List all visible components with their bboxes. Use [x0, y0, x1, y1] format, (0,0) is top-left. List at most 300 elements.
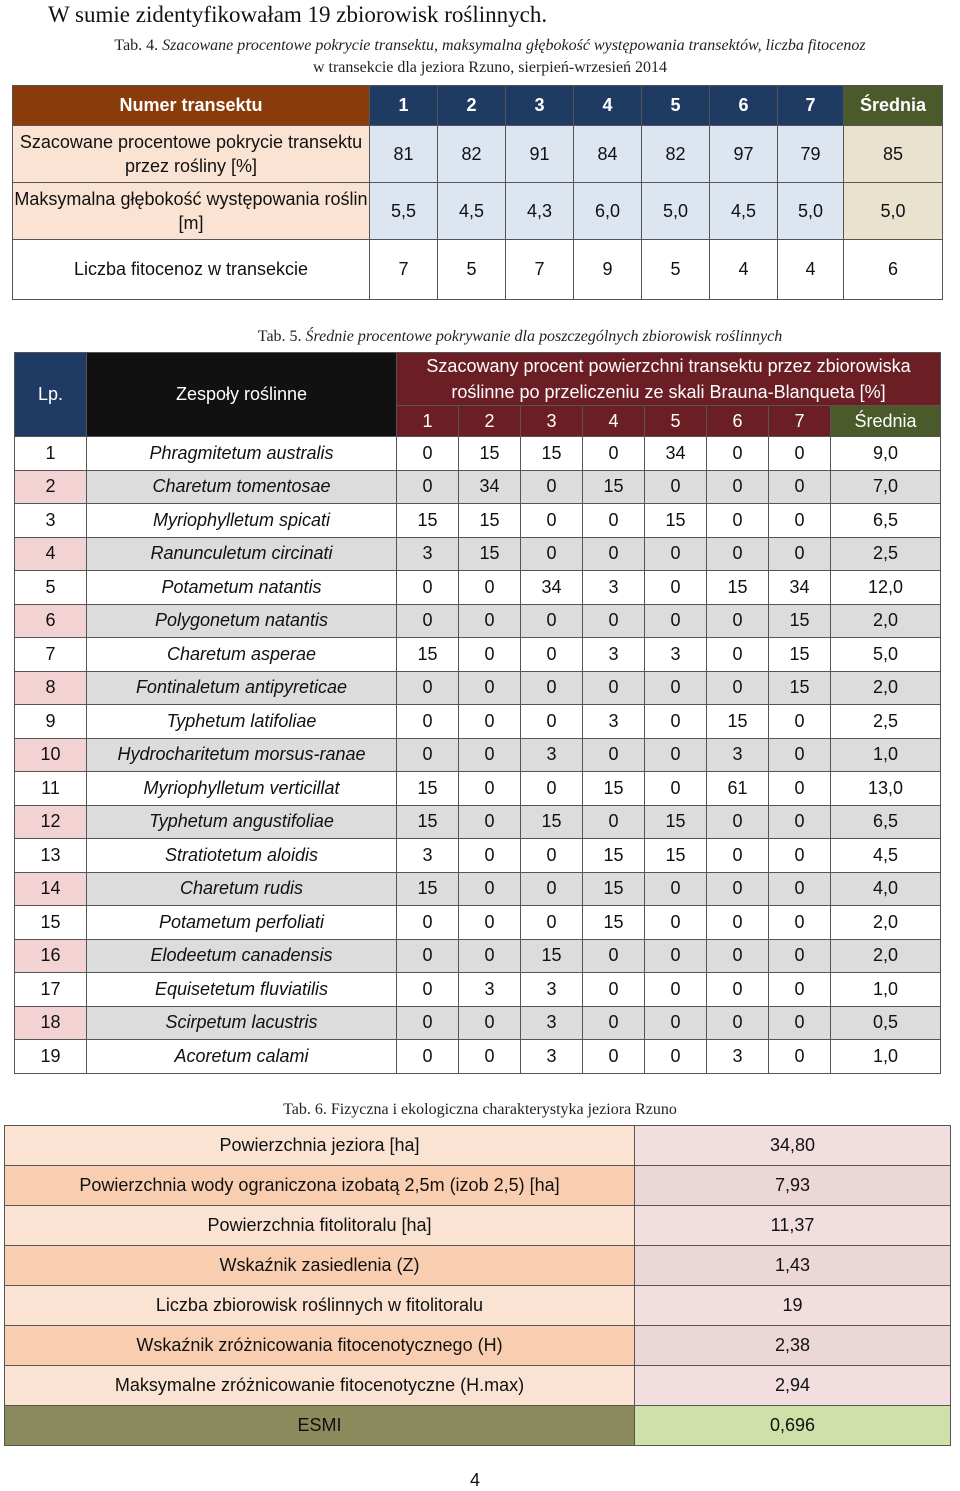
table-row: [5, 1366, 951, 1406]
table-cell: 15: [397, 805, 459, 839]
table-cell: 3: [583, 638, 645, 672]
table-cell: 0: [397, 939, 459, 973]
table-cell: 15: [521, 939, 583, 973]
table-row: [5, 1206, 951, 1246]
table-cell: 0: [769, 939, 831, 973]
community-name: Elodeetum canadensis: [87, 939, 397, 973]
table-cell: 4,5: [438, 183, 506, 240]
tab4-header-num: 1: [370, 86, 438, 126]
lake-characteristics-table: [4, 1125, 951, 1446]
characteristic-label: ESMI: [5, 1406, 635, 1446]
avg-cell: 4,0: [831, 872, 941, 906]
table-cell: 0: [707, 638, 769, 672]
tab5-header-row: [15, 353, 941, 406]
characteristic-label: Powierzchnia wody ograniczona izobatą 2,5m (izob 2,5) [ha]: [5, 1166, 635, 1206]
table-cell: 0: [645, 906, 707, 940]
table-cell: 3: [397, 839, 459, 873]
table-cell: 0: [645, 705, 707, 739]
table-cell: 0: [521, 872, 583, 906]
table-cell: 0: [397, 437, 459, 471]
tab4-header-avg: Średnia: [844, 86, 943, 126]
table-cell: 15: [707, 571, 769, 605]
intro-text: W sumie zidentyfikowałam 19 zbiorowisk roślinnych.: [48, 2, 548, 27]
tab4-row-label: Liczba fitocenoz w transekcie: [13, 240, 370, 300]
table-cell: 0: [521, 671, 583, 705]
table-cell: 0: [645, 973, 707, 1007]
table-cell: 0: [521, 537, 583, 571]
table-cell: 3: [707, 1040, 769, 1074]
table-cell: 3: [521, 1040, 583, 1074]
table-cell: 0: [583, 939, 645, 973]
table-cell: 15: [769, 604, 831, 638]
tab6-body: [5, 1126, 951, 1446]
community-name: Scirpetum lacustris: [87, 1006, 397, 1040]
table-cell: 0: [459, 839, 521, 873]
table-cell: 0: [583, 1040, 645, 1074]
table-cell: 0: [769, 738, 831, 772]
characteristic-value: 2,94: [635, 1366, 951, 1406]
table-cell: 15: [583, 772, 645, 806]
tab4-row-depth: [13, 183, 943, 240]
row-number: 9: [15, 705, 87, 739]
tab4-row-coverage: [13, 126, 943, 183]
avg-cell: 2,0: [831, 906, 941, 940]
table-row: [15, 638, 941, 672]
table-cell: 0: [459, 638, 521, 672]
row-number: 15: [15, 906, 87, 940]
table-cell: 15: [459, 504, 521, 538]
table-cell: 7: [506, 240, 574, 300]
table-cell: 0: [583, 537, 645, 571]
table-row: [15, 738, 941, 772]
table-cell: 0: [707, 504, 769, 538]
row-number: 12: [15, 805, 87, 839]
community-name: Hydrocharitetum morsus-ranae: [87, 738, 397, 772]
row-number: 18: [15, 1006, 87, 1040]
row-number: 4: [15, 537, 87, 571]
tab5-header-num: 5: [645, 406, 707, 437]
transect-table: [12, 85, 943, 300]
characteristic-value: 7,93: [635, 1166, 951, 1206]
table-row: [5, 1326, 951, 1366]
table-cell: 0: [707, 839, 769, 873]
community-name: Acoretum calami: [87, 1040, 397, 1074]
characteristic-label: Powierzchnia jeziora [ha]: [5, 1126, 635, 1166]
table-cell: 3: [583, 571, 645, 605]
table-cell: 15: [583, 470, 645, 504]
tab4-caption-prefix: Tab. 4.: [114, 37, 159, 54]
table-cell: 0: [707, 604, 769, 638]
community-name: Polygonetum natantis: [87, 604, 397, 638]
tab4-header-label: Numer transektu: [13, 86, 370, 126]
table-cell: 0: [397, 738, 459, 772]
avg-cell: 13,0: [831, 772, 941, 806]
avg-cell: 5,0: [831, 638, 941, 672]
community-name: Charetum rudis: [87, 872, 397, 906]
table-row: [15, 470, 941, 504]
tab5-header-num: 4: [583, 406, 645, 437]
table-cell: 0: [707, 872, 769, 906]
table-cell: 0: [769, 973, 831, 1007]
tab5-header-super: Szacowany procent powierzchni transektu przez zbiorowiska roślinne po przeliczeniu ze skali Brauna-Blanqueta [%]: [397, 353, 941, 406]
row-number: 19: [15, 1040, 87, 1074]
row-number: 10: [15, 738, 87, 772]
table-row: [15, 872, 941, 906]
community-name: Ranunculetum circinati: [87, 537, 397, 571]
table-cell: 0: [707, 437, 769, 471]
table-cell: 15: [583, 839, 645, 873]
table-cell: 5: [438, 240, 506, 300]
table-cell: 3: [397, 537, 459, 571]
tab4-avg-cell: 85: [844, 126, 943, 183]
table-cell: 15: [397, 772, 459, 806]
table-cell: 0: [521, 470, 583, 504]
table-row: [5, 1166, 951, 1206]
table-cell: 3: [645, 638, 707, 672]
characteristic-value: 34,80: [635, 1126, 951, 1166]
tab5-header-num: 7: [769, 406, 831, 437]
characteristic-value: 0,696: [635, 1406, 951, 1446]
characteristic-label: Maksymalne zróżnicowanie fitocenotyczne (H.max): [5, 1366, 635, 1406]
table-cell: 3: [583, 705, 645, 739]
table-cell: 0: [459, 805, 521, 839]
avg-cell: 6,5: [831, 805, 941, 839]
table-cell: 34: [459, 470, 521, 504]
characteristic-value: 19: [635, 1286, 951, 1326]
avg-cell: 9,0: [831, 437, 941, 471]
table-cell: 0: [645, 939, 707, 973]
tab5-caption: [160, 328, 880, 346]
avg-cell: 7,0: [831, 470, 941, 504]
row-number: 16: [15, 939, 87, 973]
table-cell: 0: [769, 470, 831, 504]
community-name: Myriophylletum verticillat: [87, 772, 397, 806]
table-cell: 0: [645, 1040, 707, 1074]
table-cell: 15: [459, 537, 521, 571]
table-cell: 81: [370, 126, 438, 183]
table-cell: 0: [707, 939, 769, 973]
row-number: 8: [15, 671, 87, 705]
table-row: [15, 839, 941, 873]
table-cell: 3: [521, 738, 583, 772]
table-cell: 84: [574, 126, 642, 183]
table-cell: 0: [521, 504, 583, 538]
table-row: [15, 772, 941, 806]
tab6-caption: Tab. 6. Fizyczna i ekologiczna charakterystyka jeziora Rzuno: [283, 1101, 677, 1118]
table-cell: 15: [583, 872, 645, 906]
row-number: 1: [15, 437, 87, 471]
table-cell: 0: [459, 671, 521, 705]
table-row: [15, 537, 941, 571]
table-row: [15, 1040, 941, 1074]
table-cell: 0: [583, 437, 645, 471]
characteristic-label: Wskaźnik zasiedlenia (Z): [5, 1246, 635, 1286]
community-name: Typhetum latifoliae: [87, 705, 397, 739]
table-row: [15, 604, 941, 638]
table-cell: 15: [521, 437, 583, 471]
table-row: [15, 571, 941, 605]
table-cell: 0: [707, 906, 769, 940]
table-cell: 34: [521, 571, 583, 605]
table-cell: 79: [778, 126, 844, 183]
community-name: Charetum asperae: [87, 638, 397, 672]
tab4-caption: [20, 35, 960, 79]
table-cell: 0: [769, 839, 831, 873]
characteristic-value: 2,38: [635, 1326, 951, 1366]
table-cell: 15: [521, 805, 583, 839]
table-cell: 3: [707, 738, 769, 772]
table-cell: 0: [397, 906, 459, 940]
table-cell: 6,0: [574, 183, 642, 240]
community-name: Charetum tomentosae: [87, 470, 397, 504]
avg-cell: 12,0: [831, 571, 941, 605]
table-cell: 15: [645, 504, 707, 538]
table-cell: 0: [645, 738, 707, 772]
table-cell: 0: [645, 772, 707, 806]
table-cell: 0: [769, 906, 831, 940]
tab5-header-avg: Średnia: [831, 406, 941, 437]
row-number: 6: [15, 604, 87, 638]
table-cell: 0: [769, 1040, 831, 1074]
row-number: 5: [15, 571, 87, 605]
avg-cell: 1,0: [831, 738, 941, 772]
table-cell: 0: [459, 738, 521, 772]
characteristic-value: 1,43: [635, 1246, 951, 1286]
plant-communities-table: [14, 352, 941, 1074]
table-cell: 5: [642, 240, 710, 300]
table-cell: 0: [769, 705, 831, 739]
table-cell: 0: [397, 1040, 459, 1074]
table-cell: 0: [397, 470, 459, 504]
tab4-caption-italic: Szacowane procentowe pokrycie transektu, maksymalna głębokość występowania transektów, liczba fitocenoz: [162, 37, 866, 54]
tab4-caption-line2: w transekcie dla jeziora Rzuno, sierpień-wrzesień 2014: [312, 59, 668, 76]
table-row: [15, 805, 941, 839]
avg-cell: 2,5: [831, 537, 941, 571]
table-cell: 0: [769, 537, 831, 571]
row-number: 17: [15, 973, 87, 1007]
table-cell: 61: [707, 772, 769, 806]
table-cell: 0: [645, 1006, 707, 1040]
table-cell: 0: [707, 1006, 769, 1040]
table-cell: 0: [583, 973, 645, 1007]
table-cell: 91: [506, 126, 574, 183]
tab5-body: [15, 437, 941, 1074]
table-cell: 5,0: [778, 183, 844, 240]
avg-cell: 2,0: [831, 604, 941, 638]
table-cell: 34: [645, 437, 707, 471]
table-row: [15, 504, 941, 538]
table-cell: 0: [707, 470, 769, 504]
table-cell: 9: [574, 240, 642, 300]
table-cell: 15: [397, 504, 459, 538]
table-row: [15, 1006, 941, 1040]
table-row: [15, 437, 941, 471]
table-cell: 0: [459, 604, 521, 638]
tab5-caption-italic: Średnie procentowe pokrywanie dla poszczególnych zbiorowisk roślinnych: [305, 328, 783, 345]
table-cell: 0: [769, 1006, 831, 1040]
table-cell: 0: [521, 906, 583, 940]
tab4-row-label: Szacowane procentowe pokrycie transektu przez rośliny [%]: [13, 126, 370, 183]
community-name: Potametum natantis: [87, 571, 397, 605]
tab4-avg-cell: 5,0: [844, 183, 943, 240]
table-cell: 4,3: [506, 183, 574, 240]
row-number: 2: [15, 470, 87, 504]
avg-cell: 1,0: [831, 973, 941, 1007]
table-cell: 15: [459, 437, 521, 471]
table-cell: 15: [583, 906, 645, 940]
community-name: Stratiotetum aloidis: [87, 839, 397, 873]
table-cell: 0: [397, 1006, 459, 1040]
table-cell: 15: [397, 872, 459, 906]
community-name: Potametum perfoliati: [87, 906, 397, 940]
table-cell: 0: [397, 973, 459, 1007]
row-number: 11: [15, 772, 87, 806]
table-cell: 0: [707, 805, 769, 839]
table-cell: 0: [521, 638, 583, 672]
tab4-header-num: 5: [642, 86, 710, 126]
table-cell: 0: [645, 671, 707, 705]
avg-cell: 2,0: [831, 939, 941, 973]
table-cell: 0: [769, 504, 831, 538]
table-cell: 0: [521, 705, 583, 739]
table-row: [5, 1286, 951, 1326]
table-cell: 0: [521, 839, 583, 873]
table-cell: 0: [645, 872, 707, 906]
table-cell: 5,0: [642, 183, 710, 240]
table-cell: 15: [645, 839, 707, 873]
table-cell: 0: [397, 705, 459, 739]
table-cell: 0: [769, 772, 831, 806]
table-cell: 97: [710, 126, 778, 183]
tab5-header-lp: Lp.: [15, 353, 87, 437]
table-cell: 0: [521, 604, 583, 638]
table-cell: 0: [459, 1040, 521, 1074]
characteristic-label: Powierzchnia fitolitoralu [ha]: [5, 1206, 635, 1246]
table-cell: 4,5: [710, 183, 778, 240]
community-name: Phragmitetum australis: [87, 437, 397, 471]
table-cell: 0: [583, 604, 645, 638]
table-cell: 15: [769, 671, 831, 705]
table-cell: 0: [707, 671, 769, 705]
table-cell: 0: [645, 470, 707, 504]
table-cell: 3: [521, 973, 583, 1007]
table-cell: 4: [710, 240, 778, 300]
community-name: Fontinaletum antipyreticae: [87, 671, 397, 705]
tab4-header-num: 7: [778, 86, 844, 126]
tab4-header-num: 4: [574, 86, 642, 126]
table-row: [15, 671, 941, 705]
table-cell: 0: [707, 973, 769, 1007]
table-cell: 0: [769, 437, 831, 471]
table-cell: 0: [459, 571, 521, 605]
avg-cell: 0,5: [831, 1006, 941, 1040]
row-number: 7: [15, 638, 87, 672]
tab5-header-name: Zespoły roślinne: [87, 353, 397, 437]
table-cell: 0: [459, 906, 521, 940]
characteristic-label: Wskaźnik zróżnicowania fitocenotycznego (H): [5, 1326, 635, 1366]
table-cell: 5,5: [370, 183, 438, 240]
table-row: [5, 1246, 951, 1286]
table-cell: 7: [370, 240, 438, 300]
table-cell: 0: [583, 671, 645, 705]
row-number: 13: [15, 839, 87, 873]
tab4-header-num: 3: [506, 86, 574, 126]
table-cell: 15: [769, 638, 831, 672]
tab4-row-label: Maksymalna głębokość występowania roślin [m]: [13, 183, 370, 240]
table-cell: 0: [459, 1006, 521, 1040]
characteristic-label: Liczba zbiorowisk roślinnych w fitolitoralu: [5, 1286, 635, 1326]
table-cell: 0: [769, 805, 831, 839]
table-cell: 0: [769, 872, 831, 906]
table-cell: 0: [645, 571, 707, 605]
table-row: [5, 1126, 951, 1166]
table-row: [15, 973, 941, 1007]
tab5-header-num: 6: [707, 406, 769, 437]
table-cell: 0: [707, 537, 769, 571]
avg-cell: 6,5: [831, 504, 941, 538]
row-number: 3: [15, 504, 87, 538]
table-cell: 0: [459, 939, 521, 973]
table-row: [5, 1406, 951, 1446]
table-cell: 0: [583, 504, 645, 538]
tab4-avg-cell: 6: [844, 240, 943, 300]
table-cell: 15: [645, 805, 707, 839]
characteristic-value: 11,37: [635, 1206, 951, 1246]
table-cell: 82: [438, 126, 506, 183]
tab4-header-num: 2: [438, 86, 506, 126]
table-row: [15, 939, 941, 973]
table-cell: 0: [459, 705, 521, 739]
community-name: Typhetum angustifoliae: [87, 805, 397, 839]
table-cell: 0: [583, 738, 645, 772]
avg-cell: 1,0: [831, 1040, 941, 1074]
table-cell: 0: [583, 1006, 645, 1040]
table-cell: 0: [397, 604, 459, 638]
avg-cell: 2,0: [831, 671, 941, 705]
table-cell: 34: [769, 571, 831, 605]
table-cell: 3: [459, 973, 521, 1007]
table-cell: 0: [521, 772, 583, 806]
table-cell: 4: [778, 240, 844, 300]
table-cell: 0: [583, 805, 645, 839]
table-cell: 0: [397, 671, 459, 705]
table-cell: 0: [459, 772, 521, 806]
tab5-header-num: 3: [521, 406, 583, 437]
table-row: [15, 906, 941, 940]
page-number: 4: [470, 1470, 481, 1490]
table-cell: 82: [642, 126, 710, 183]
table-cell: 0: [645, 537, 707, 571]
tab5-header-num: 1: [397, 406, 459, 437]
table-cell: 0: [459, 872, 521, 906]
table-cell: 0: [397, 571, 459, 605]
tab4-header-row: [13, 86, 943, 126]
row-number: 14: [15, 872, 87, 906]
table-cell: 15: [707, 705, 769, 739]
table-cell: 15: [397, 638, 459, 672]
avg-cell: 2,5: [831, 705, 941, 739]
tab5-caption-prefix: Tab. 5.: [257, 328, 302, 345]
community-name: Myriophylletum spicati: [87, 504, 397, 538]
community-name: Equisetetum fluviatilis: [87, 973, 397, 1007]
tab4-header-num: 6: [710, 86, 778, 126]
table-cell: 0: [645, 604, 707, 638]
tab5-header-num: 2: [459, 406, 521, 437]
table-cell: 3: [521, 1006, 583, 1040]
avg-cell: 4,5: [831, 839, 941, 873]
tab4-row-phytocenoses: [13, 240, 943, 300]
table-row: [15, 705, 941, 739]
